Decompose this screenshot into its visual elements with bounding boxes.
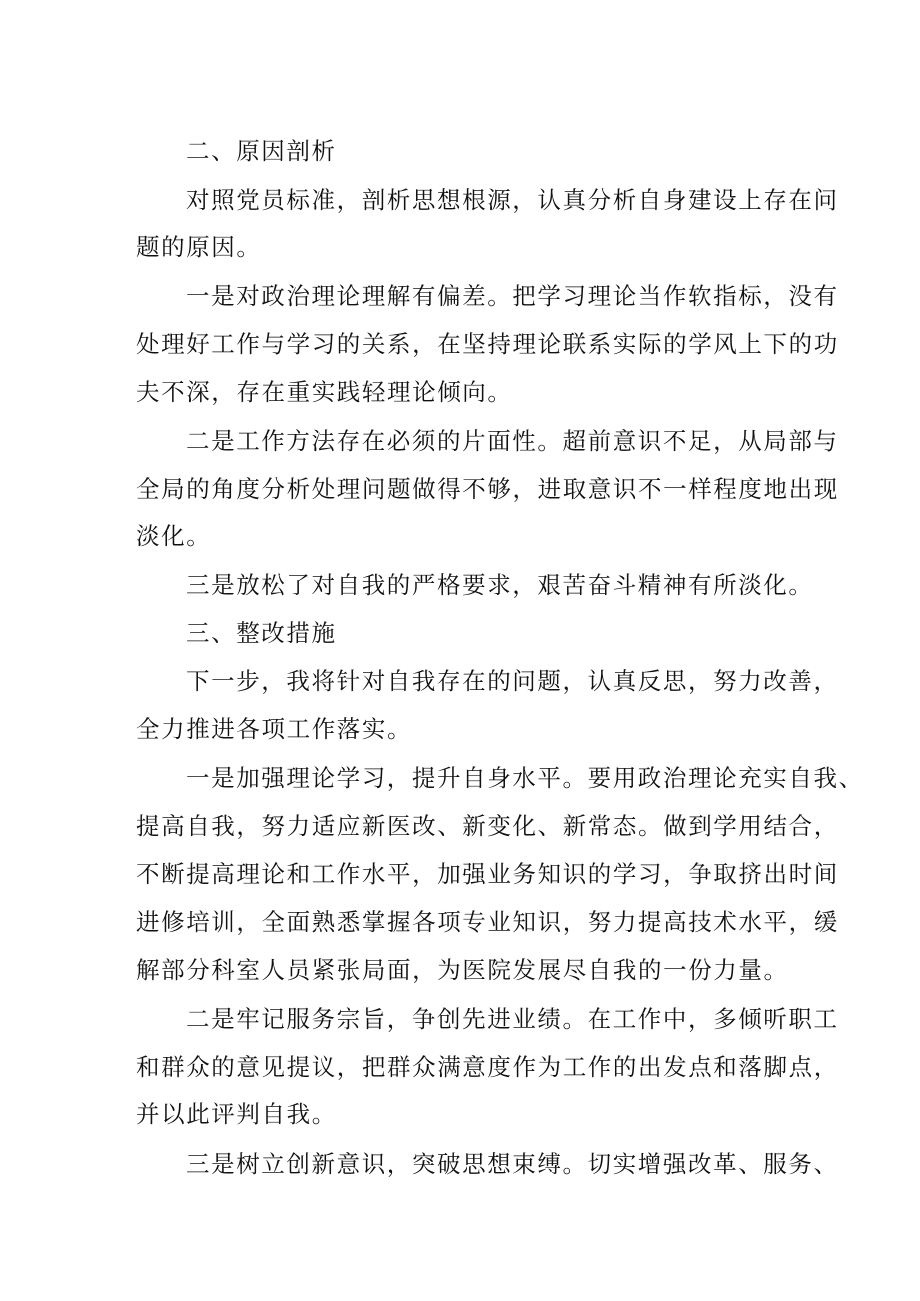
paragraph-line: 并以此评判自我。 <box>136 1100 337 1128</box>
paragraph-line: 二是牢记服务宗旨，争创先进业绩。在工作中，多倾听职工 <box>186 1005 839 1033</box>
paragraph-line: 和群众的意见提议，把群众满意度作为工作的出发点和落脚点， <box>136 1053 839 1081</box>
section-heading-rectification-measures: 三、整改措施 <box>186 619 337 647</box>
paragraph-line: 三是放松了对自我的严格要求，艰苦奋斗精神有所淡化。 <box>186 571 814 599</box>
paragraph-line: 提高自我，努力适应新医改、新变化、新常态。做到学用结合， <box>136 812 839 840</box>
paragraph-line: 不断提高理论和工作水平，加强业务知识的学习，争取挤出时间 <box>136 860 839 888</box>
paragraph-line: 下一步，我将针对自我存在的问题，认真反思，努力改善， <box>186 667 839 695</box>
paragraph-line: 题的原因。 <box>136 233 262 261</box>
section-heading-cause-analysis: 二、原因剖析 <box>186 137 337 165</box>
paragraph-line: 对照党员标准，剖析思想根源，认真分析自身建设上存在问 <box>186 186 839 214</box>
paragraph-line: 淡化。 <box>136 522 212 550</box>
paragraph-line: 二是工作方法存在必须的片面性。超前意识不足，从局部与 <box>186 427 839 455</box>
paragraph-line: 一是加强理论学习，提升自身水平。要用政治理论充实自我、 <box>186 764 864 792</box>
paragraph-line: 解部分科室人员紧张局面，为医院发展尽自我的一份力量。 <box>136 956 789 984</box>
paragraph-line: 三是树立创新意识，突破思想束缚。切实增强改革、服务、 <box>186 1150 839 1178</box>
paragraph-line: 夫不深，存在重实践轻理论倾向。 <box>136 378 513 406</box>
paragraph-line: 处理好工作与学习的关系，在坚持理论联系实际的学风上下的功 <box>136 330 839 358</box>
paragraph-line: 进修培训，全面熟悉掌握各项专业知识，努力提高技术水平，缓 <box>136 908 839 936</box>
paragraph-line: 全局的角度分析处理问题做得不够，进取意识不一样程度地出现 <box>136 475 839 503</box>
paragraph-line: 一是对政治理论理解有偏差。把学习理论当作软指标，没有 <box>186 282 839 310</box>
paragraph-line: 全力推进各项工作落实。 <box>136 715 413 743</box>
